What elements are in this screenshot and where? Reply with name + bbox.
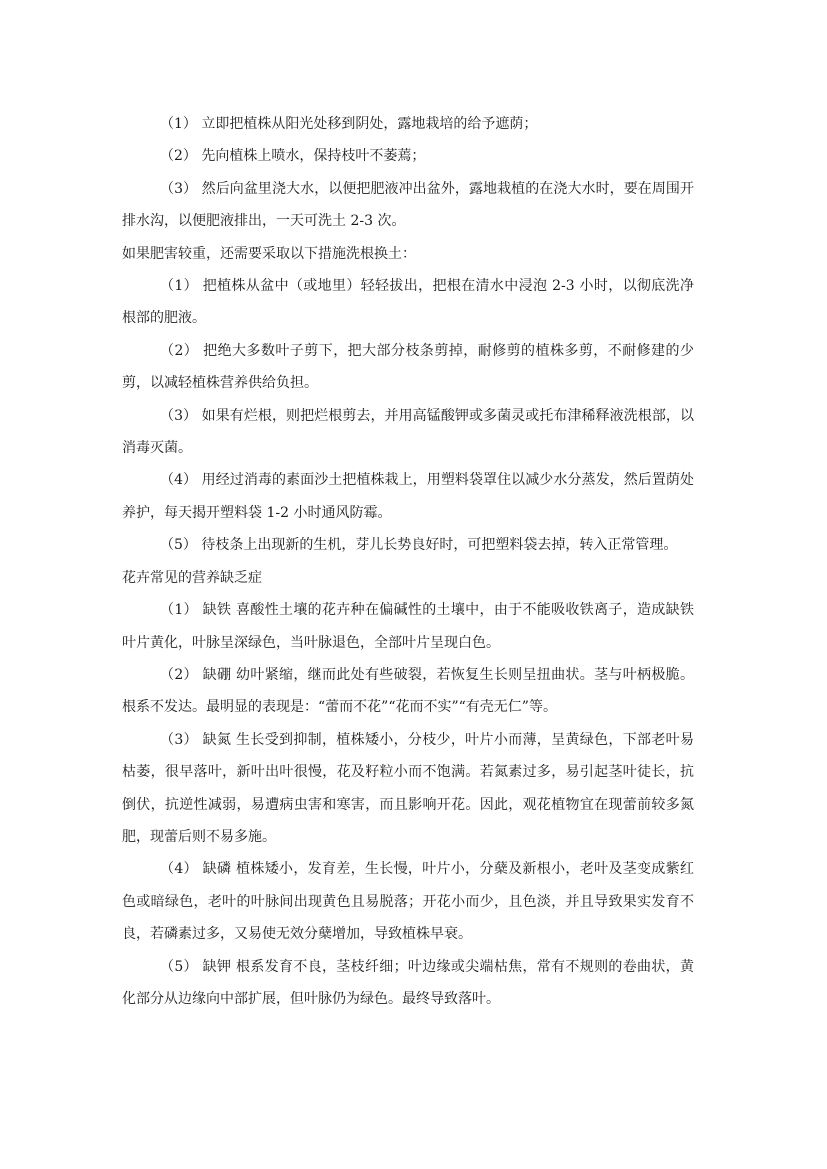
paragraph-root-step-5: （5） 待枝条上出现新的生机，芽儿长势良好时，可把塑料袋去掉，转入正常管理。: [160, 537, 678, 554]
paragraph-root-step-4: （4） 用经过消毒的素面沙土把植株栽上，用塑料袋罩住以减少水分蒸发，然后置荫处养护，每天揭开塑料袋 1-2 小时通风防霉。: [122, 472, 694, 521]
document-page: [122, 108, 694, 1015]
paragraph-deficiency-potassium: （5） 缺钾 根系发育不良，茎枝纤细；叶边缘或尖端枯焦，常有不规则的卷曲状，黄化部分从边缘向中部扩展，但叶脉仍为绿色。最终导致落叶。: [122, 958, 694, 1007]
paragraph-measure-1: （1） 立即把植株从阳光处移到阴处，露地栽培的给予遮荫；: [160, 116, 538, 132]
paragraph-root-step-3: （3） 如果有烂根，则把烂根剪去，并用高锰酸钾或多菌灵或托布津稀释液洗根部，以消毒灭菌。: [122, 407, 694, 457]
section-heading-deficiency: 花卉常见的营养缺乏症: [122, 569, 262, 586]
paragraph-root-step-2: （2） 把绝大多数叶子剪下，把大部分枝条剪掉，耐修剪的植株多剪，不耐修建的少剪，以减轻植株营养供给负担。: [122, 342, 694, 392]
paragraph-deficiency-iron: （1） 缺铁 喜酸性土壤的花卉种在偏碱性的土壤中，由于不能吸收铁离子，造成缺铁叶片黄化，叶脉呈深绿色，当叶脉退色，全部叶片呈现白色。: [122, 602, 694, 651]
section-heading-root-washing: 如果肥害较重，还需要采取以下措施洗根换土：: [122, 245, 416, 262]
paragraph-measure-3: （3） 然后向盆里浇大水，以便把肥液冲出盆外，露地栽植的在浇大水时，要在周围开排水沟，以便肥液排出，一天可洗土 2-3 次。: [122, 180, 694, 230]
paragraph-root-step-1: （1） 把植株从盆中（或地里）轻轻拔出，把根在清水中浸泡 2-3 小时，以彻底洗净根部的肥液。: [122, 278, 694, 327]
paragraph-deficiency-boron: （2） 缺硼 幼叶紧缩，继而此处有些破裂，若恢复生长则呈扭曲状。茎与叶柄极脆。根系不发达。最明显的表现是：“蕾而不花”“花而不实”“有壳无仁”等。: [122, 666, 694, 716]
paragraph-deficiency-phosphorus: （4） 缺磷 植株矮小，发育差，生长慢，叶片小，分蘖及新根小，老叶及茎变成紫红色或暗绿色，老叶的叶脉间出现黄色且易脱落；开花小而少，且色淡，并且导致果实发育不良，若磷素过多，又易使无效分蘖增加，导致植株早衰。: [122, 861, 694, 943]
paragraph-deficiency-nitrogen: （3） 缺氮 生长受到抑制，植株矮小，分枝少，叶片小而薄，呈黄绿色，下部老叶易枯萎，很早落叶，新叶出叶很慢，花及籽粒小而不饱满。若氮素过多，易引起茎叶徒长，抗倒伏，抗逆性减弱，易遭病虫害和寒害，而且影响开花。因此，观花植物宜在现蕾前较多氮肥，现蕾后则不易多施。: [122, 731, 694, 845]
paragraph-measure-2: （2） 先向植株上喷水，保持枝叶不萎蔫；: [160, 148, 426, 165]
